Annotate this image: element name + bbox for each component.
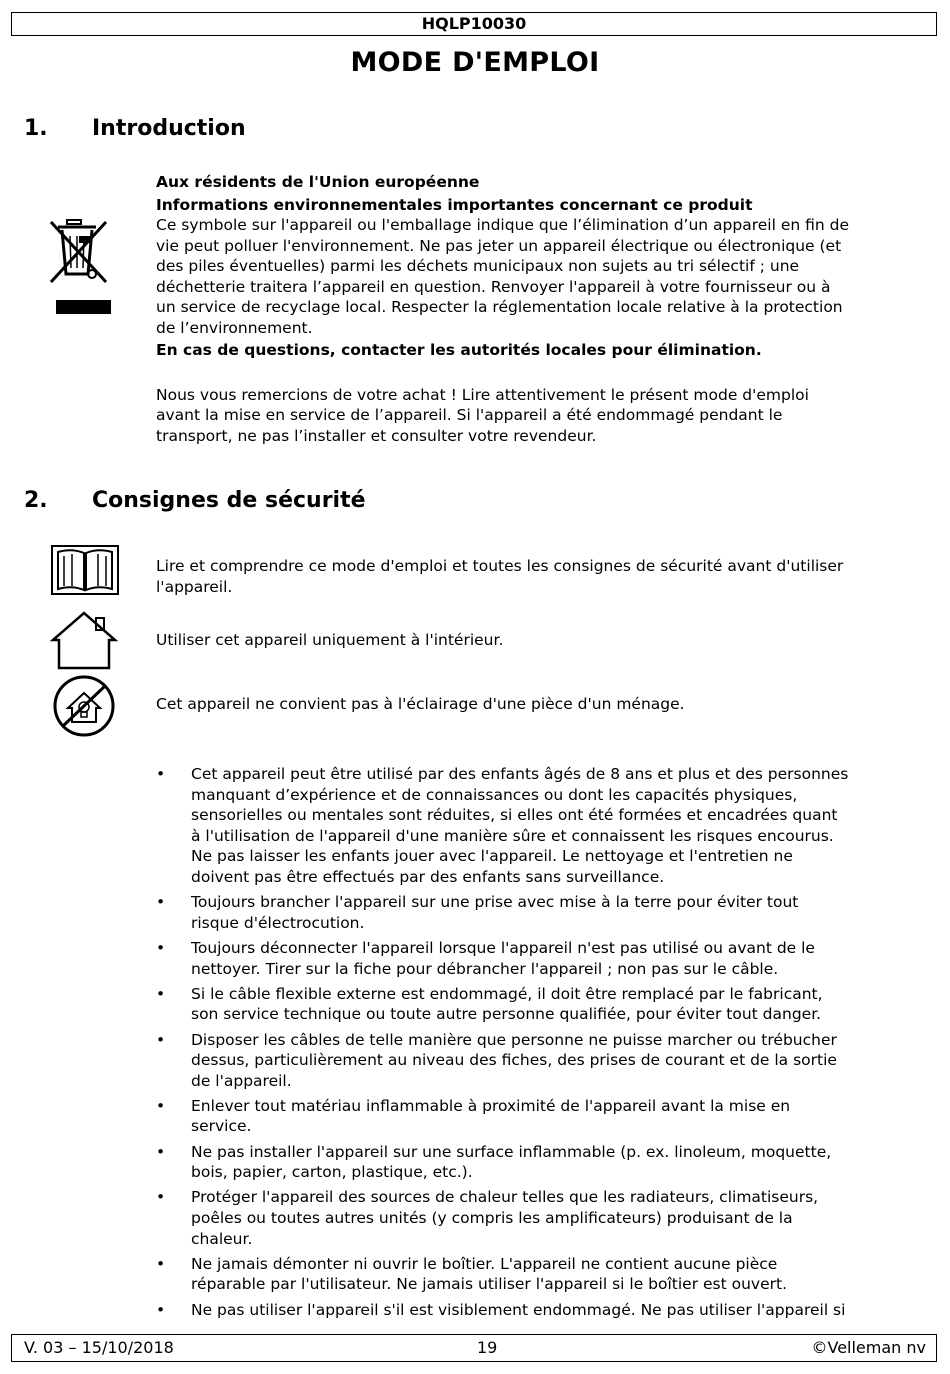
bullet-line: manquant d’expérience et de connaissances ou dont les capacités physiques,	[191, 785, 798, 804]
bullet-dot: •	[156, 1030, 166, 1049]
bullet-line: service.	[191, 1117, 252, 1136]
section-2-title: Consignes de sécurité	[92, 488, 366, 513]
bullet-line: sensorielles ou mentales sont réduites, si elles ont été formées et encadrées quant	[191, 806, 838, 825]
bullet-line: poêles ou toutes autres unités (y compris les amplificateurs) produisant de la	[191, 1209, 793, 1228]
bullet-line: Cet appareil peut être utilisé par des enfants âgés de 8 ans et plus et des personnes	[191, 765, 849, 783]
footer-version: V. 03 – 15/10/2018	[24, 1338, 174, 1357]
bullet-line: bois, papier, carton, plastique, etc.).	[191, 1163, 473, 1182]
safety-bullet-item	[156, 1300, 916, 1321]
eu-heading: Aux résidents de l'Union européenne	[156, 173, 480, 191]
page-footer	[11, 1334, 937, 1362]
bullet-dot: •	[156, 893, 166, 912]
bullet-line: Ne pas laisser les enfants jouer avec l'appareil. Le nettoyage et l'entretien ne	[191, 847, 793, 866]
document-title: MODE D'EMPLOI	[350, 47, 600, 78]
bullet-line: risque d'électrocution.	[191, 913, 365, 932]
model-number: HQLP10030	[421, 14, 527, 33]
safety-bullet-item	[156, 984, 916, 1025]
safety-bullet-item	[156, 892, 916, 933]
env-line: un service de recyclage local. Respecter la réglementation locale relative à la protection	[156, 298, 843, 316]
safety-bullet-list	[156, 764, 916, 1325]
book-icon	[50, 544, 120, 596]
thanks-line: Nous vous remercions de votre achat ! Lire attentivement le présent mode d'emploi	[156, 385, 809, 404]
weee-bin-icon	[46, 214, 118, 318]
bullet-line: à l'utilisation de l'appareil d'une manière sûre et connaissent les risques encourus.	[191, 826, 834, 845]
env-line: vie peut polluer l'environnement. Ne pas jeter un appareil électrique ou électronique (et	[156, 236, 842, 255]
footer-copyright: ©Velleman nv	[811, 1338, 926, 1357]
bullet-line: doivent pas être effectués par des enfants sans surveillance.	[191, 867, 665, 886]
icon-note-book	[156, 556, 916, 597]
section-1-body	[156, 172, 916, 446]
bullet-line: Si le câble flexible externe est endommagé, il doit être remplacé par le fabricant,	[191, 984, 823, 1003]
env-line: de l’environnement.	[156, 318, 313, 337]
bullet-line: Protéger l'appareil des sources de chaleur telles que les radiateurs, climatiseurs,	[191, 1188, 819, 1207]
safety-bullet-item	[156, 1142, 916, 1183]
bullet-line: réparable par l'utilisateur. Ne jamais utiliser l'appareil si le boîtier est ouvert.	[191, 1275, 788, 1294]
bullet-line: nettoyer. Tirer sur la fiche pour débrancher l'appareil ; non pas sur le câble.	[191, 959, 779, 978]
thanks-line: transport, ne pas l’installer et consulter votre revendeur.	[156, 426, 597, 445]
questions-note: En cas de questions, contacter les autorités locales pour élimination.	[156, 341, 762, 359]
bullet-dot: •	[156, 1096, 166, 1115]
safety-bullet-item	[156, 1096, 916, 1137]
page-header	[11, 12, 937, 36]
bullet-line: son service technique ou toute autre personne qualifiée, pour éviter tout danger.	[191, 1005, 822, 1024]
icon-note-house	[156, 630, 916, 651]
safety-bullet-item	[156, 1254, 916, 1295]
bullet-dot: •	[156, 765, 166, 783]
bullet-dot: •	[156, 1254, 166, 1273]
bullet-line: chaleur.	[191, 1229, 253, 1248]
note-line: Utiliser cet appareil uniquement à l'intérieur.	[156, 631, 504, 649]
house-icon	[49, 610, 119, 672]
section-1-number: 1.	[24, 116, 48, 141]
bullet-line: Ne pas installer l'appareil sur une surface inflammable (p. ex. linoleum, moquette,	[191, 1142, 832, 1161]
no-household-lamp-icon	[50, 674, 118, 738]
note-line: Cet appareil ne convient pas à l'éclairage d'une pièce d'un ménage.	[156, 695, 685, 713]
bullet-line: Disposer les câbles de telle manière que personne ne puisse marcher ou trébucher	[191, 1030, 837, 1049]
section-1-heading	[24, 114, 246, 144]
safety-bullet-item	[156, 764, 916, 888]
bullet-line: Toujours déconnecter l'appareil lorsque l'appareil n'est pas utilisé ou avant de le	[191, 938, 815, 957]
env-line: Ce symbole sur l'appareil ou l'emballage indique que l’élimination d’un appareil en fin de	[156, 216, 850, 234]
footer-page-number: 19	[477, 1338, 498, 1357]
bullet-dot: •	[156, 1142, 166, 1161]
env-line: des piles éventuelles) parmi les déchets municipaux non sujets au tri sélectif ; une	[156, 257, 800, 275]
section-1-title: Introduction	[92, 116, 246, 141]
bullet-line: de l'appareil.	[191, 1071, 292, 1090]
section-2-heading	[24, 486, 366, 516]
bullet-dot: •	[156, 1188, 166, 1207]
safety-bullet-item	[156, 1187, 916, 1249]
bullet-line: Toujours brancher l'appareil sur une prise avec mise à la terre pour éviter tout	[191, 893, 799, 912]
note-line: Lire et comprendre ce mode d'emploi et toutes les consignes de sécurité avant d'utiliser	[156, 557, 844, 575]
env-heading: Informations environnementales importantes concernant ce produit	[156, 195, 753, 214]
bullet-line: Ne pas utiliser l'appareil s'il est visiblement endommagé. Ne pas utiliser l'appareil si	[191, 1300, 846, 1319]
env-line: déchetterie traitera l’appareil en question. Renvoyer l'appareil à votre fournisseur ou à	[156, 277, 831, 296]
safety-bullet-item	[156, 1030, 916, 1092]
section-2-number: 2.	[24, 488, 48, 513]
icon-note-lamp	[156, 694, 916, 715]
bullet-line: Enlever tout matériau inflammable à proximité de l'appareil avant la mise en	[191, 1096, 791, 1115]
note-line: l'appareil.	[156, 577, 233, 596]
bullet-dot: •	[156, 938, 166, 957]
safety-bullet-item	[156, 938, 916, 979]
thanks-line: avant la mise en service de l’appareil. Si l'appareil a été endommagé pendant le	[156, 406, 783, 424]
bullet-line: Ne jamais démonter ni ouvrir le boîtier. L'appareil ne contient aucune pièce	[191, 1254, 778, 1273]
bullet-dot: •	[156, 984, 166, 1003]
bullet-dot: •	[156, 1300, 166, 1319]
bullet-line: dessus, particulièrement au niveau des fiches, des prises de courant et de la sortie	[191, 1051, 837, 1070]
